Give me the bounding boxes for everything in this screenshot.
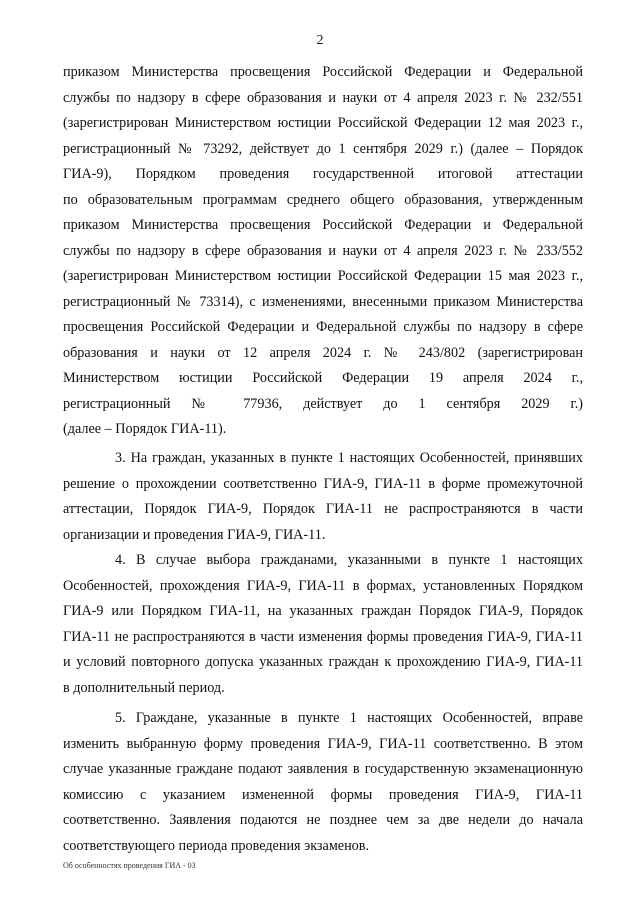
text-line: ГИА-11 не распространяются в части изменения формы проведения ГИА-9, ГИА-11 — [63, 628, 583, 645]
text-line: Министерством юстиции Российской Федерации 19 апреля 2024 г., — [63, 370, 583, 386]
text-line: соответствующего периода проведения экзаменов. — [63, 837, 370, 854]
text-line: Особенностей, прохождения ГИА-9, ГИА-11 в формах, установленных Порядком — [63, 577, 583, 594]
paragraph-4 — [63, 548, 583, 701]
text-line: приказом Министерства просвещения Российской Федерации и Федеральной — [63, 64, 583, 80]
text-line: ГИА-9), Порядком проведения государственной итоговой аттестации — [63, 166, 583, 182]
text-line: случае указанные граждане подают заявления в государственную экзаменационную — [63, 761, 583, 777]
text-line: в дополнительный период. — [63, 679, 225, 696]
text-line: службы по надзору в сфере образования и науки от 4 апреля 2023 г. № 233/552 — [63, 242, 583, 259]
text-line: аттестации, Порядок ГИА-9, Порядок ГИА-11 не распространяются в части — [63, 501, 583, 517]
paragraph-5 — [63, 706, 583, 859]
text-line: изменить выбранную форму проведения ГИА-9, ГИА-11 соответственно. В этом — [63, 735, 583, 752]
text-line: (зарегистрирован Министерством юстиции Российской Федерации 12 мая 2023 г., — [63, 115, 583, 131]
text-line: 3. На граждан, указанных в пункте 1 настоящих Особенностей, принявших — [115, 450, 583, 466]
page-number: 2 — [316, 33, 324, 48]
text-line: решение о прохождении соответственно ГИА-9, ГИА-11 в форме промежуточной — [63, 475, 583, 492]
paragraph-3 — [63, 446, 583, 548]
footer-note: Об особенностях проведения ГИА - 03 — [63, 861, 196, 870]
text-line: и условий повторного допуска указанных граждан к прохождению ГИА-9, ГИА-11 — [63, 654, 583, 670]
text-line: образования и науки от 12 апреля 2024 г. № 243/802 (зарегистрирован — [63, 344, 583, 361]
paragraph-intro — [63, 60, 583, 443]
text-line: просвещения Российской Федерации и Федеральной службы по надзору в сфере — [63, 319, 583, 335]
text-line: регистрационный № 73314), с изменениями, внесенными приказом Министерства — [63, 293, 583, 310]
text-line: по образовательным программам среднего общего образования, утвержденным — [63, 191, 583, 208]
text-line: 5. Граждане, указанные в пункте 1 настоящих Особенностей, вправе — [115, 710, 583, 726]
text-line: регистрационный № 73292, действует до 1 сентября 2029 г.) (далее – Порядок — [63, 140, 583, 157]
text-line: службы по надзору в сфере образования и науки от 4 апреля 2023 г. № 232/551 — [63, 89, 583, 106]
text-line: ГИА-9 или Порядком ГИА-11, на указанных граждан Порядок ГИА-9, Порядок — [63, 603, 583, 619]
text-line: приказом Министерства просвещения Российской Федерации и Федеральной — [63, 217, 583, 233]
text-line: регистрационный № 77936, действует до 1 сентября 2029 г.) — [63, 395, 583, 412]
text-line: соответственно. Заявления подаются не позднее чем за две недели до начала — [63, 812, 583, 828]
text-line: (зарегистрирован Министерством юстиции Российской Федерации 15 мая 2023 г., — [63, 268, 583, 284]
text-line: комиссию с указанием измененной формы проведения ГИА-9, ГИА-11 — [63, 786, 583, 803]
text-line: (далее – Порядок ГИА-11). — [63, 421, 227, 437]
text-line: организации и проведения ГИА-9, ГИА-11. — [63, 526, 326, 543]
text-line: 4. В случае выбора гражданами, указанными в пункте 1 настоящих — [115, 552, 583, 568]
